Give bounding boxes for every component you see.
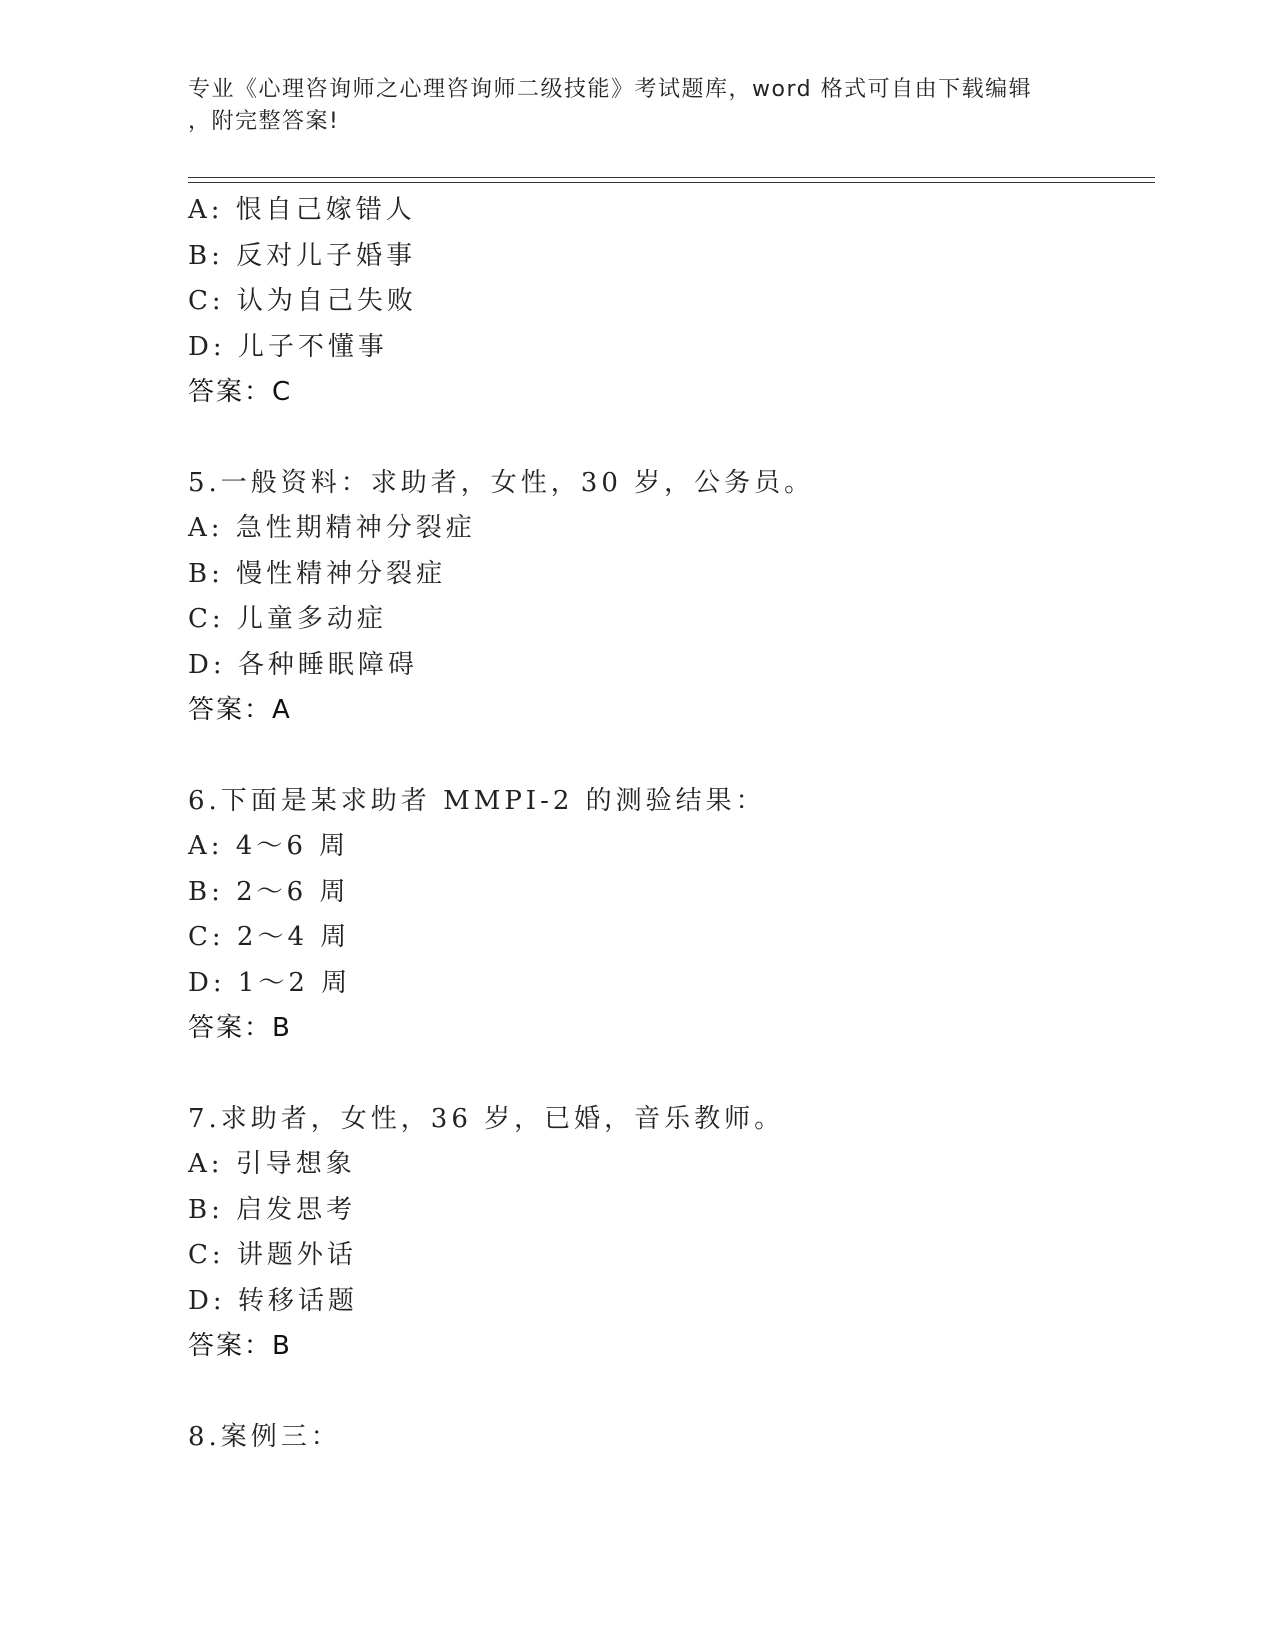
answer-line: 答案：B	[188, 1331, 292, 1361]
header-divider-top	[188, 177, 1155, 178]
document-header	[188, 74, 1068, 138]
header-line-2: ，附完整答案!	[188, 109, 340, 134]
question-stem: 5.一般资料：求助者，女性，30 岁，公务员。	[188, 467, 815, 498]
answer-line: 答案：C	[188, 377, 293, 407]
header-divider-bottom	[188, 182, 1155, 183]
answer-line: 答案：A	[188, 695, 292, 725]
option-c: C: 儿童多动症	[188, 604, 387, 634]
question-stem: 7.求助者，女性，36 岁，已婚，音乐教师。	[188, 1103, 785, 1134]
option-b: B: 启发思考	[188, 1194, 357, 1225]
answer-line: 答案：B	[188, 1013, 292, 1043]
option-a: A: 急性期精神分裂症	[188, 513, 476, 543]
option-c: C: 2～4 周	[188, 922, 351, 952]
option-b: B: 慢性精神分裂症	[188, 558, 447, 589]
option-a: A: 引导想象	[188, 1149, 356, 1179]
option-c: C: 认为自己失败	[188, 286, 417, 316]
option-b: B: 2～6 周	[188, 876, 350, 907]
question-list	[188, 188, 1148, 1460]
question-6	[188, 779, 1148, 1052]
question-4-partial	[188, 188, 1148, 416]
option-b: B: 反对儿子婚事	[188, 240, 417, 271]
question-stem: 6.下面是某求助者 MMPI-2 的测验结果：	[188, 785, 766, 816]
option-d: D: 转移话题	[188, 1285, 358, 1316]
question-stem: 8.案例三：	[188, 1421, 341, 1452]
option-a: A: 4～6 周	[188, 831, 350, 861]
option-d: D: 各种睡眠障碍	[188, 649, 418, 680]
option-d: D: 1～2 周	[188, 967, 352, 998]
question-5	[188, 461, 1148, 734]
option-d: D: 儿子不懂事	[188, 331, 388, 362]
option-a: A: 恨自己嫁错人	[188, 195, 416, 225]
option-c: C: 讲题外话	[188, 1240, 357, 1270]
question-8	[188, 1415, 1148, 1461]
header-line-1: 专业《心理咨询师之心理咨询师二级技能》考试题库，word 格式可自由下载编辑	[188, 77, 1033, 102]
question-7	[188, 1097, 1148, 1370]
